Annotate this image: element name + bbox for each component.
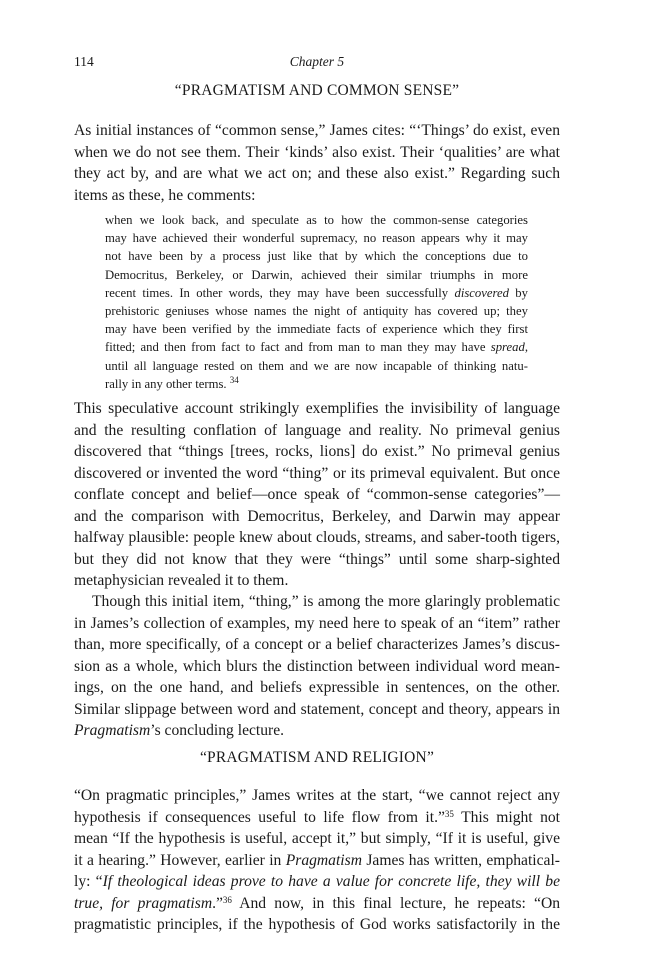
quote-text: , — [524, 340, 529, 355]
text-line: This speculative account strikingly exemplifies the invisibility of language — [74, 400, 560, 417]
text-line — [74, 720, 560, 742]
running-head: Chapter 5 — [289, 54, 345, 69]
text-line: they act by, and are what we act on; and these also exist.” Regarding such — [74, 165, 560, 182]
paragraph-2 — [74, 398, 560, 592]
text-line: than, more specifically, of a concept or a belief characterizes James’s discus- — [74, 636, 560, 653]
text-fragment: .” — [212, 894, 223, 912]
text-line: discovered or invented the word “thing” or its primeval equivalent. But once — [74, 464, 560, 482]
block-quote — [105, 211, 528, 393]
text-line: As initial instances of “common sense,” James cites: “‘Things’ do exist, even — [74, 122, 560, 139]
paragraph-3 — [74, 591, 560, 742]
text-line: and the comparison with Democritus, Berkeley, and Darwin may appear — [74, 507, 560, 525]
text-line: sion as a whole, which blurs the distinction between individual word mean- — [74, 657, 560, 675]
paragraph-1 — [74, 120, 560, 206]
text-line: when we do not see them. Their ‘kinds’ also exist. Their ‘qualities’ are what — [74, 143, 560, 161]
text-fragment: This might not — [453, 808, 561, 826]
section-heading-common-sense: “PRAGMATISM AND COMMON SENSE” — [174, 82, 460, 99]
text-line — [74, 850, 560, 872]
footnote-marker: 34 — [229, 374, 239, 385]
book-title: Pragmatism — [285, 851, 362, 869]
book-title: Pragmatism — [74, 722, 151, 739]
page-header — [74, 54, 560, 72]
text-line: “On pragmatic principles,” James writes at the start, “we cannot reject any — [74, 787, 560, 804]
text-line: conflate concept and belief—once speak of “common-sense categories”— — [74, 486, 560, 503]
text-fragment: it a hearing.” However, earlier in — [74, 851, 286, 869]
quote-line: may have achieved their wonderful supremacy, no reason appears why it may — [105, 231, 528, 246]
emphasis: spread — [490, 340, 525, 355]
text-line: and the resulting conflation of language and reality. No primeval genius — [74, 421, 560, 439]
quote-line: may have been verified by the immediate facts of experience which they first — [105, 322, 528, 337]
footnote-marker: 35 — [444, 808, 454, 819]
text-line: metaphysician revealed it to them. — [74, 572, 289, 589]
text-line — [74, 807, 560, 829]
text-line: mean “If the hypothesis is useful, accept it,” but simply, “If it is useful, give — [74, 830, 560, 847]
quote-line: until all language rested on them and we are now incapable of thinking natu- — [105, 358, 528, 373]
emphasis: If theological ideas prove to have a value for concrete life, they will be — [102, 873, 560, 890]
quote-text: rally in any other terms. — [105, 376, 227, 391]
quote-text: fitted; and then from fact to fact and from man to man they may have — [105, 340, 486, 355]
quote-line — [105, 375, 528, 393]
emphasis: discovered — [454, 285, 509, 300]
quote-text: recent times. In other words, they may have been successfully — [105, 285, 449, 300]
quote-text: by — [508, 285, 528, 300]
text-fragment: ’s concluding lecture. — [150, 722, 285, 739]
text-line: discovered that “things [trees, rocks, lions] do exist.” No primeval genius — [74, 443, 560, 460]
quote-line — [105, 284, 528, 302]
text-line: Similar slippage between word and statement, concept and theory, appears in — [74, 700, 560, 718]
text-line: halfway plausible: people knew about clouds, streams, and saber-tooth tigers, — [74, 529, 560, 546]
text-fragment: ly: “ — [74, 873, 103, 890]
text-fragment: James has written, emphatical- — [361, 851, 560, 869]
quote-line — [105, 338, 528, 356]
text-line: items as these, he comments: — [74, 186, 256, 204]
text-line — [74, 893, 560, 915]
text-fragment: hypothesis if consequences useful to life flow from it.” — [74, 808, 445, 826]
section-heading-religion: “PRAGMATISM AND RELIGION” — [199, 749, 435, 766]
text-line: Though this initial item, “thing,” is among the more glaringly problematic — [92, 593, 560, 610]
quote-line: prehistoric geniuses whose names the night of antiquity has covered up; they — [105, 303, 528, 318]
text-line: in James’s collection of examples, my need here to speak of an “item” rather — [74, 614, 560, 632]
text-line — [74, 871, 560, 893]
quote-line: Democritus, Berkeley, or Darwin, achieved their similar triumphs in more — [105, 267, 528, 282]
page-number: 114 — [74, 54, 94, 69]
text-line: ings, on the one hand, and beliefs expressible in sentences, on the other. — [74, 679, 560, 696]
text-fragment: And now, in this final lecture, he repeats: “On — [231, 894, 560, 912]
footnote-marker: 36 — [222, 894, 232, 905]
quote-line: not have been by a process just like that by which the conceptions due to — [105, 249, 528, 264]
text-line: but they did not know that they were “things” until some sharp-sighted — [74, 550, 560, 568]
quote-line: when we look back, and speculate as to how the common-sense categories — [105, 213, 528, 227]
paragraph-4 — [74, 785, 560, 936]
emphasis: true, for pragmatism — [74, 894, 213, 912]
text-line: pragmatistic principles, if the hypothesis of God works satisfactorily in the — [74, 916, 560, 933]
